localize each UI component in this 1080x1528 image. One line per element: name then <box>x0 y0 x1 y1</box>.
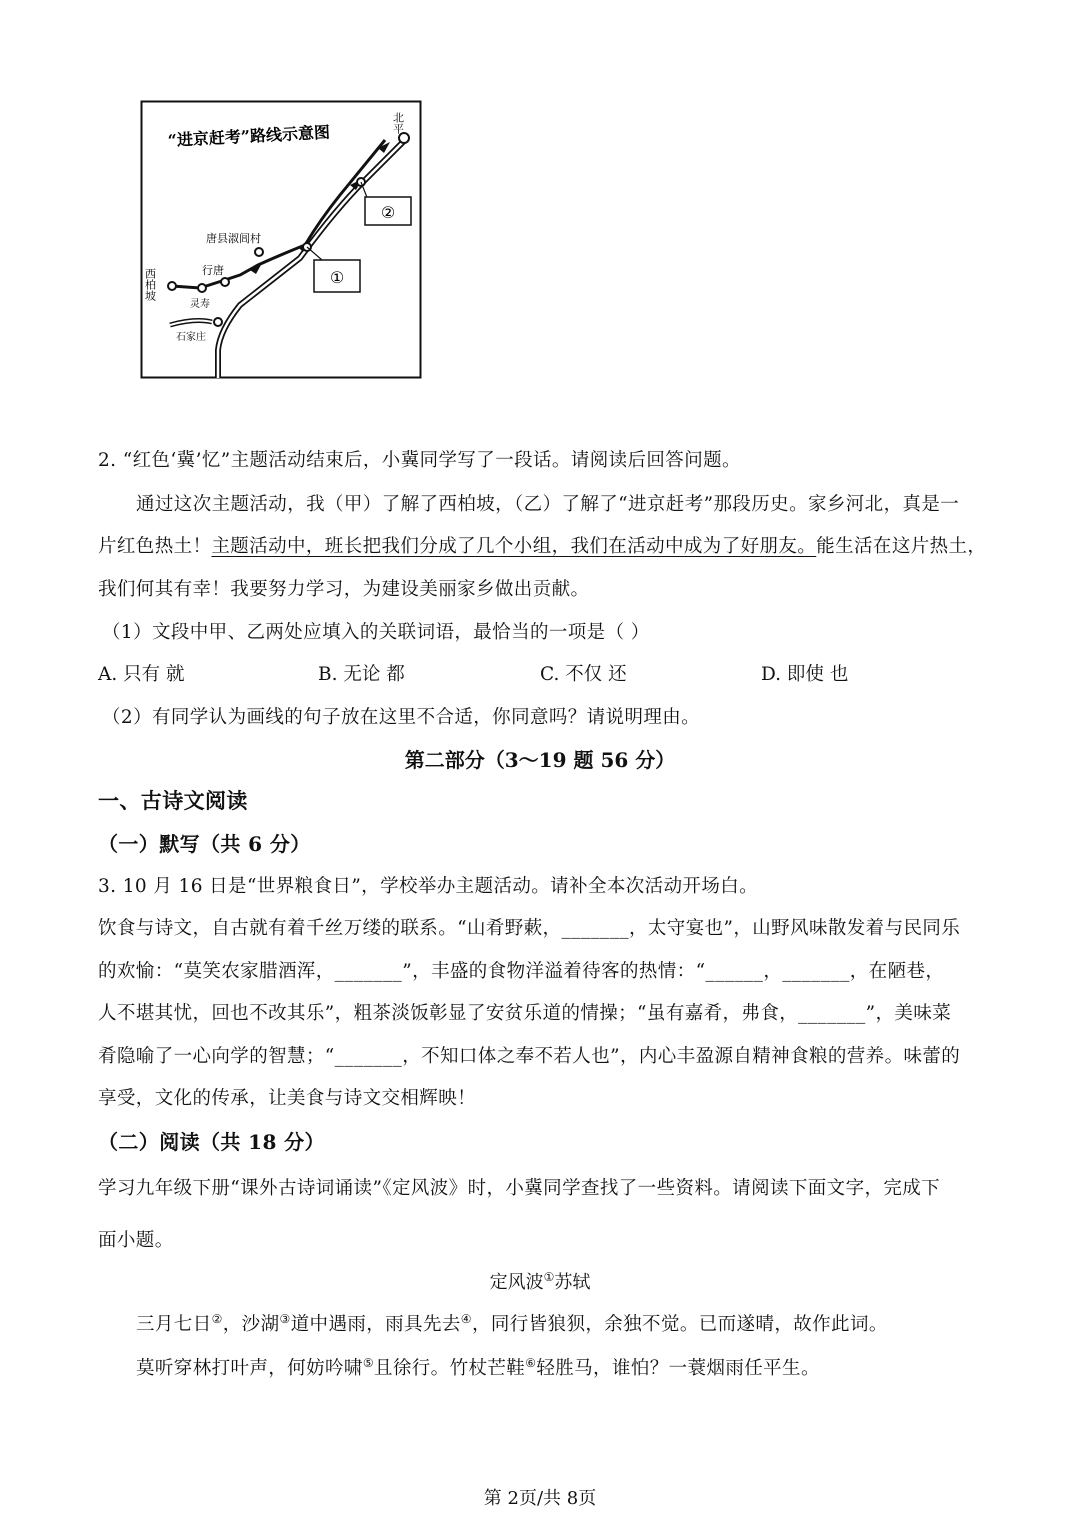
part2-title: 第二部分（3～19 题 56 分） <box>404 748 676 772</box>
q3-stem: 3. 10 月 16 日是“世界粮食日”，学校举办主题活动。请补全本次活动开场白。 <box>98 876 759 897</box>
option-d: D. 即使 也 <box>761 664 849 685</box>
reading-intro-line1: 学习九年级下册“课外古诗词诵读”《定风波》时，小冀同学查找了一些资料。请阅读下面文字，完成下 <box>98 1178 941 1199</box>
option-a: A. 只有 就 <box>98 664 185 685</box>
poem-preface <box>136 1310 888 1336</box>
preface-text-2: ，沙湖 <box>222 1314 280 1335</box>
map-title: “进京赶考”路线示意图 <box>167 122 331 150</box>
label-shijiazhuang: 石家庄 <box>176 332 206 343</box>
verse-text-1: 莫听穿林打叶声，何妨吟啸 <box>136 1358 363 1379</box>
q2-sub1: （1）文段中甲、乙两处应填入的关联词语，最恰当的一项是（ ） <box>102 622 650 643</box>
option-c: C. 不仅 还 <box>540 664 627 685</box>
q2-para-line2-a: 片红色热土！ <box>98 536 212 557</box>
q2-para-line1: 通过这次主题活动，我（甲）了解了西柏坡，（乙）了解了“进京赶考”那段历史。家乡河北，真是一 <box>136 494 960 515</box>
callout-1: ① <box>329 268 345 287</box>
note-2: ② <box>211 1311 223 1326</box>
poem-heading <box>0 1268 1080 1294</box>
q2-underlined-sentence: 主题活动中，班长把我们分成了几个小组，我们在活动中成为了好朋友。 <box>211 536 817 557</box>
q2-para-line2 <box>98 532 986 558</box>
q3-line4: 肴隐喻了一心向学的智慧；“_______，不知口体之奉不若人也”，内心丰盈源自精神食粮的营养。味蕾的 <box>98 1046 961 1067</box>
preface-text-4: ，同行皆狼狈，余独不觉。已而遂晴，故作此词。 <box>471 1314 888 1335</box>
label-xingtang: 行唐 <box>202 264 224 277</box>
note-6: ⑥ <box>525 1355 537 1370</box>
q2-sub2: （2）有同学认为画线的句子放在这里不合适，你同意吗？请说明理由。 <box>102 707 701 728</box>
page-footer: 第 2页/共 8页 <box>483 1488 597 1509</box>
option-b: B. 无论 都 <box>318 664 405 685</box>
preface-text-1: 三月七日 <box>136 1314 212 1335</box>
q3-line5: 享受，文化的传承，让美食与诗文交相辉映！ <box>98 1088 477 1109</box>
label-beiping: 北平 <box>391 112 405 134</box>
callout-2: ② <box>380 203 396 222</box>
poem-author: 苏轼 <box>554 1272 591 1293</box>
q2-stem: 2. “红色‘冀’忆”主题活动结束后，小冀同学写了一段话。请阅读后回答问题。 <box>98 450 741 471</box>
q3-line1: 饮食与诗文，自古就有着千丝万缕的联系。“山肴野蔌，_______，太守宴也”，山野风味散发着与民同乐 <box>98 918 961 939</box>
route-map <box>140 100 422 379</box>
note-5: ⑤ <box>362 1355 374 1370</box>
poem-title: 定风波 <box>489 1272 544 1293</box>
reading-intro-line2: 面小题。 <box>98 1230 174 1251</box>
sub-a-title: （一）默写（共 6 分） <box>98 832 311 856</box>
preface-text-3: 道中遇雨，雨具先去 <box>290 1314 461 1335</box>
poem-title-note: ① <box>543 1270 555 1284</box>
q3-line3: 人不堪其忧，回也不改其乐”，粗茶淡饭彰显了安贫乐道的情操；“虽有嘉肴，弗食，_______”，美味菜 <box>98 1003 952 1024</box>
verse-text-3: 轻胜马，谁怕？一蓑烟雨任平生。 <box>536 1358 820 1379</box>
note-3: ③ <box>279 1311 291 1326</box>
verse-text-2: 且徐行。竹杖芒鞋 <box>373 1358 526 1379</box>
label-lingshou: 灵寿 <box>190 299 210 310</box>
q2-para-line2-b: 能生活在这片热土， <box>816 536 987 557</box>
label-tangxian: 唐县淑闾村 <box>206 232 261 245</box>
sub-b-title: （二）阅读（共 18 分） <box>98 1130 325 1154</box>
poem-verse <box>136 1354 820 1380</box>
q2-para-line3: 我们何其有幸！我要努力学习，为建设美丽家乡做出贡献。 <box>98 579 590 600</box>
section1-title: 一、古诗文阅读 <box>98 788 248 813</box>
q3-line2: 的欢愉：“莫笑农家腊酒浑，_______”，丰盛的食物洋溢着待客的热情：“______，_______，在陋巷， <box>98 961 945 982</box>
label-xibaipo: 西柏坡 <box>143 268 157 301</box>
note-4: ④ <box>460 1311 472 1326</box>
